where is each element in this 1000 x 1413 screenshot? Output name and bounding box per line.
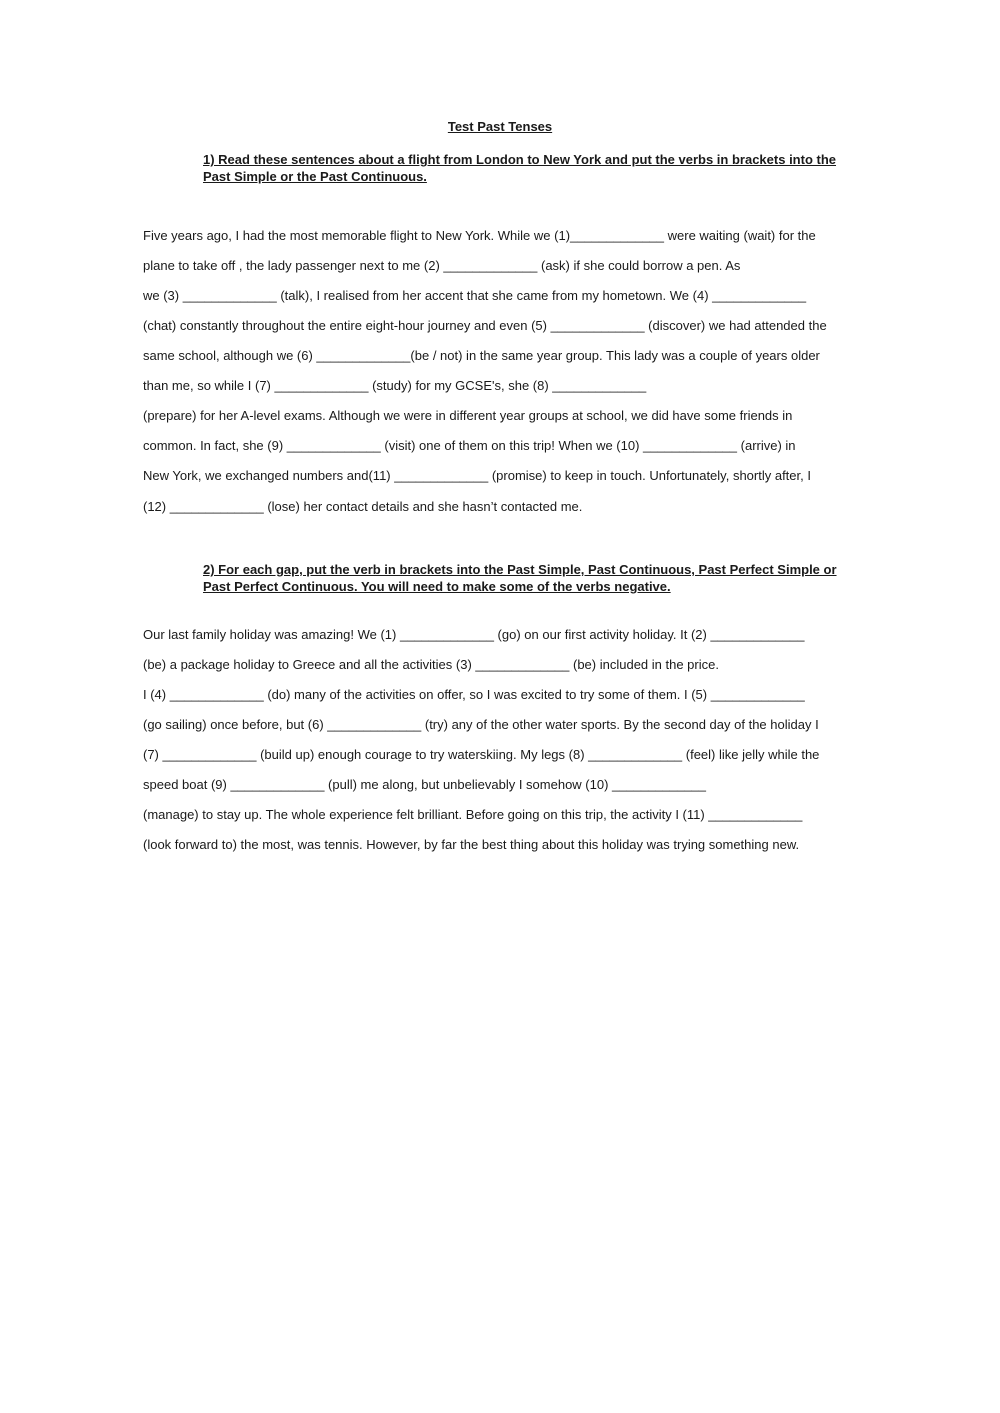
section-2-line: (manage) to stay up. The whole experience felt brilliant. Before going on this trip, the activity I (11) _____________ (143, 807, 803, 822)
section-1-line: (chat) constantly throughout the entire eight-hour journey and even (5) _____________ (discover) we had attended the (143, 318, 827, 333)
section-2-line: I (4) _____________ (do) many of the activities on offer, so I was excited to try some of them. I (5) _____________ (143, 687, 805, 702)
section-1-line: common. In fact, she (9) _____________ (visit) one of them on this trip! When we (10) _____________ (arrive) in (143, 438, 796, 453)
section-2-instruction: 2) For each gap, put the verb in brackets into the Past Simple, Past Continuous, Past Perfect Simple or Past Perfect Continuous. You will need to make some of the verbs negative. (203, 562, 837, 594)
section-2-line: (7) _____________ (build up) enough courage to try waterskiing. My legs (8) _____________ (feel) like jelly while the (143, 747, 820, 762)
section-2-line: (be) a package holiday to Greece and all the activities (3) _____________ (be) included in the price. (143, 657, 719, 672)
section-1-line: plane to take off , the lady passenger next to me (2) _____________ (ask) if she could borrow a pen. As (143, 258, 741, 273)
section-2-line: (go sailing) once before, but (6) _____________ (try) any of the other water sports. By the second day of the holiday I (143, 717, 819, 732)
section-1-line: Five years ago, I had the most memorable flight to New York. While we (1)_____________ were waiting (wait) for the (143, 228, 816, 243)
section-1-line: we (3) _____________ (talk), I realised from her accent that she came from my hometown. We (4) _____________ (143, 288, 807, 303)
section-1-line: New York, we exchanged numbers and(11) _____________ (promise) to keep in touch. Unfortunately, shortly after, I (143, 468, 811, 483)
section-1-line: (12) _____________ (lose) her contact details and she hasn’t contacted me. (143, 499, 583, 514)
section-2-line: speed boat (9) _____________ (pull) me along, but unbelievably I somehow (10) _____________ (143, 777, 707, 792)
page-title: Test Past Tenses (447, 119, 553, 134)
section-2-line: (look forward to) the most, was tennis. However, by far the best thing about this holiday was trying something new. (143, 837, 800, 852)
section-1-line: same school, although we (6) _____________(be / not) in the same year group. This lady was a couple of years older (143, 348, 820, 363)
section-1-instruction: 1) Read these sentences about a flight from London to New York and put the verbs in brackets into the Past Simple or the Past Continuous. (203, 152, 837, 184)
section-1-line: (prepare) for her A-level exams. Although we were in different year groups at school, we did have some friends in (143, 408, 793, 423)
section-2-line: Our last family holiday was amazing! We (1) _____________ (go) on our first activity holiday. It (2) _____________ (143, 627, 805, 642)
section-1-line: than me, so while I (7) _____________ (study) for my GCSE's, she (8) _____________ (143, 378, 647, 393)
